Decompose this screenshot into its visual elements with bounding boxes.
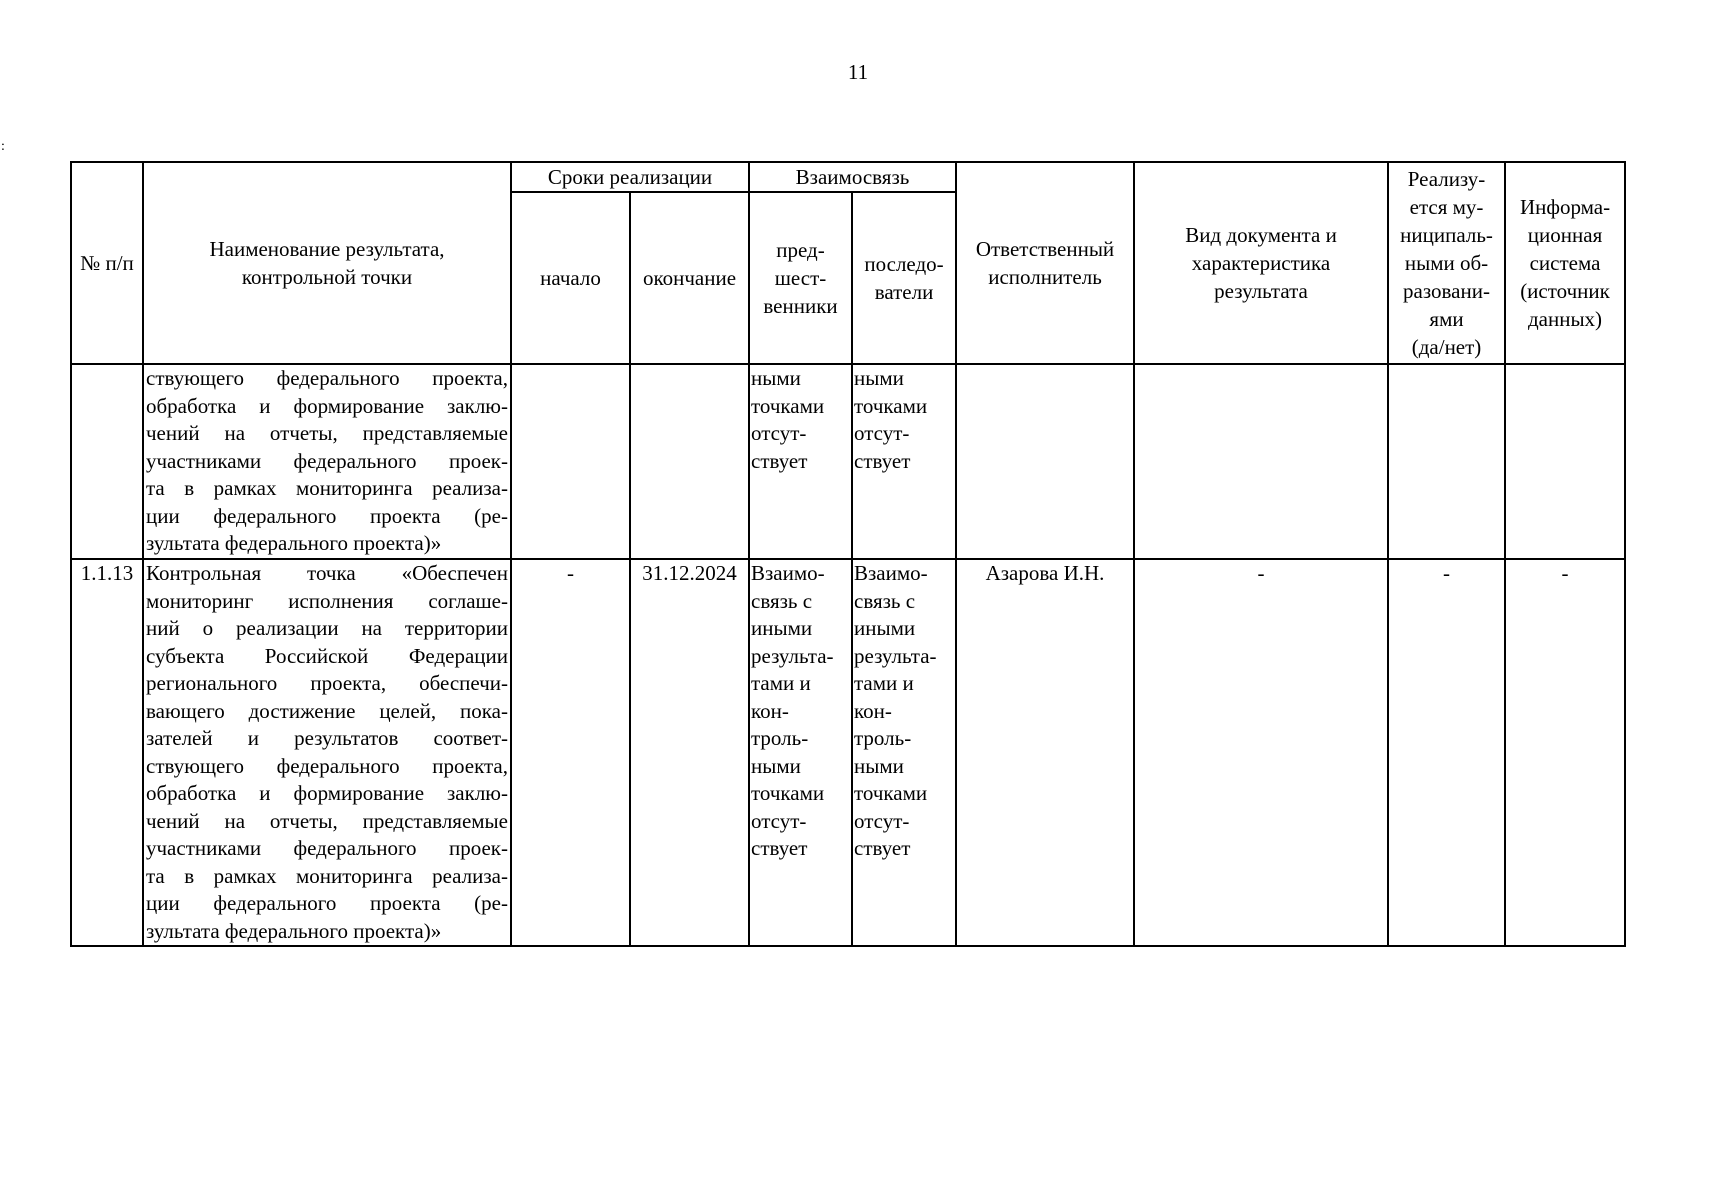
header-terms: Сроки реализации	[511, 162, 749, 192]
pred-line: ствует	[751, 836, 808, 860]
pred-line: кон-	[751, 698, 789, 723]
succ-line: троль-	[854, 726, 912, 750]
header-doc-line-2: характеристика	[1191, 251, 1331, 275]
succ-line: отсут-	[854, 808, 910, 833]
row-successors	[852, 559, 956, 946]
header-info-line-4: (источник	[1520, 279, 1610, 303]
row-municipal: -	[1388, 559, 1505, 946]
pred-line: ствует	[751, 448, 808, 473]
row-start: -	[511, 559, 630, 946]
row-info-system	[1505, 364, 1625, 559]
header-succ-line-1: последо-	[864, 252, 944, 276]
succ-line: отсут-	[854, 421, 910, 445]
row-num	[71, 364, 143, 559]
row-predecessors	[749, 559, 852, 946]
row-responsible: Азарова И.Н.	[956, 559, 1134, 946]
succ-line: ными	[854, 753, 904, 778]
name-line: чений на отчеты, представляемые	[146, 808, 508, 833]
name-line: ний о реализации на территории	[146, 616, 508, 640]
header-mun-line-5: разовани-	[1403, 279, 1490, 303]
name-line: та в рамках мониторинга реализа-	[146, 476, 508, 500]
name-line: обработка и формирование заклю-	[146, 393, 508, 418]
name-line: чений на отчеты, представляемые	[146, 421, 508, 445]
name-line: субъекта Российской Федерации	[146, 643, 508, 668]
header-mun-line-1: Реализу-	[1407, 167, 1486, 191]
name-line: мониторинг исполнения соглаше-	[146, 588, 508, 613]
header-successors	[852, 192, 956, 364]
header-start: начало	[511, 192, 630, 364]
header-mun-line-3: ниципаль-	[1400, 223, 1493, 247]
header-info-system	[1505, 162, 1625, 364]
succ-line: связь с	[854, 588, 916, 613]
succ-line: иными	[854, 616, 916, 640]
succ-line: точками	[854, 393, 928, 418]
header-info-line-1: Информа-	[1519, 195, 1611, 219]
pred-line: результа-	[751, 643, 834, 668]
row-doc-type	[1134, 364, 1388, 559]
row-name	[143, 559, 511, 946]
header-info-line-2: ционная	[1527, 223, 1603, 247]
header-mun-line-4: ными об-	[1404, 251, 1489, 275]
succ-line: кон-	[854, 698, 892, 723]
pred-line: точками	[751, 393, 825, 418]
table-row	[71, 364, 1625, 559]
row-start	[511, 364, 630, 559]
header-name-line-2: контрольной точки	[241, 265, 413, 289]
succ-line: Взаимо-	[854, 561, 928, 585]
header-responsible-line-1: Ответственный	[975, 237, 1115, 261]
pred-line: ными	[751, 753, 801, 778]
name-line: участниками федерального проек-	[146, 448, 508, 473]
header-pred-line-1: пред-	[776, 238, 825, 262]
succ-line: ствует	[854, 448, 911, 473]
row-municipal	[1388, 364, 1505, 559]
header-mun-line-6: ями	[1429, 307, 1464, 331]
header-row-1	[71, 162, 1625, 192]
name-line: ции федерального проекта (ре-	[146, 891, 508, 915]
header-relation: Взаимосвязь	[749, 162, 956, 192]
header-mun-line-2: ется му-	[1409, 195, 1484, 219]
name-line: ции федерального проекта (ре-	[146, 503, 508, 528]
header-succ-line-2: ватели	[874, 280, 934, 304]
name-line: регионального проекта, обеспечи-	[146, 671, 508, 695]
pred-line: отсут-	[751, 808, 807, 833]
name-line: зультата федерального проекта)»	[146, 918, 442, 943]
header-mun-line-7: (да/нет)	[1411, 335, 1482, 359]
header-info-line-3: система	[1529, 251, 1601, 275]
page-number: 11	[847, 60, 869, 84]
header-doc-type	[1134, 162, 1388, 364]
pred-line: отсут-	[751, 421, 807, 445]
name-line: ствующего федерального проекта,	[146, 753, 508, 778]
header-num: № п/п	[71, 162, 143, 364]
header-responsible	[956, 162, 1134, 364]
name-line: та в рамках мониторинга реализа-	[146, 863, 508, 888]
header-pred-line-2: шест-	[774, 266, 827, 290]
header-name-line-1: Наименование результата,	[209, 237, 445, 261]
header-doc-line-1: Вид документа и	[1185, 223, 1337, 247]
succ-line: тами и	[854, 671, 914, 695]
header-info-line-5: данных)	[1527, 307, 1603, 331]
succ-line: ными	[854, 366, 904, 390]
header-pred-line-3: венники	[763, 294, 838, 318]
row-name	[143, 364, 511, 559]
header-end: окончание	[630, 192, 749, 364]
pred-line: связь с	[751, 588, 813, 613]
header-name	[143, 162, 511, 364]
row-doc-type: -	[1134, 559, 1388, 946]
row-responsible	[956, 364, 1134, 559]
header-predecessors	[749, 192, 852, 364]
name-line: участниками федерального проек-	[146, 836, 508, 860]
results-table	[70, 161, 1626, 947]
name-line: вающего достижение целей, пока-	[146, 698, 508, 723]
row-num: 1.1.13	[71, 559, 143, 946]
pred-line: Взаимо-	[751, 561, 825, 585]
succ-line: ствует	[854, 836, 911, 860]
pred-line: троль-	[751, 726, 809, 750]
row-end	[630, 364, 749, 559]
name-line: зультата федерального проекта)»	[146, 531, 442, 555]
row-successors	[852, 364, 956, 559]
name-line: зателей и результатов соответ-	[146, 726, 508, 750]
name-line: ствующего федерального проекта,	[146, 366, 508, 390]
pred-line: точками	[751, 781, 825, 805]
header-doc-line-3: результата	[1214, 279, 1308, 303]
pred-line: тами и	[751, 671, 811, 695]
succ-line: точками	[854, 781, 928, 805]
margin-mark: :	[1, 139, 5, 154]
header-responsible-line-2: исполнитель	[988, 265, 1102, 289]
name-line: Контрольная точка «Обеспечен	[146, 561, 508, 585]
row-predecessors	[749, 364, 852, 559]
row-end: 31.12.2024	[630, 559, 749, 946]
succ-line: результа-	[854, 643, 937, 668]
pred-line: ными	[751, 366, 801, 390]
header-municipal	[1388, 162, 1505, 364]
pred-line: иными	[751, 616, 813, 640]
name-line: обработка и формирование заклю-	[146, 781, 508, 805]
row-info-system: -	[1505, 559, 1625, 946]
table-row	[71, 559, 1625, 946]
